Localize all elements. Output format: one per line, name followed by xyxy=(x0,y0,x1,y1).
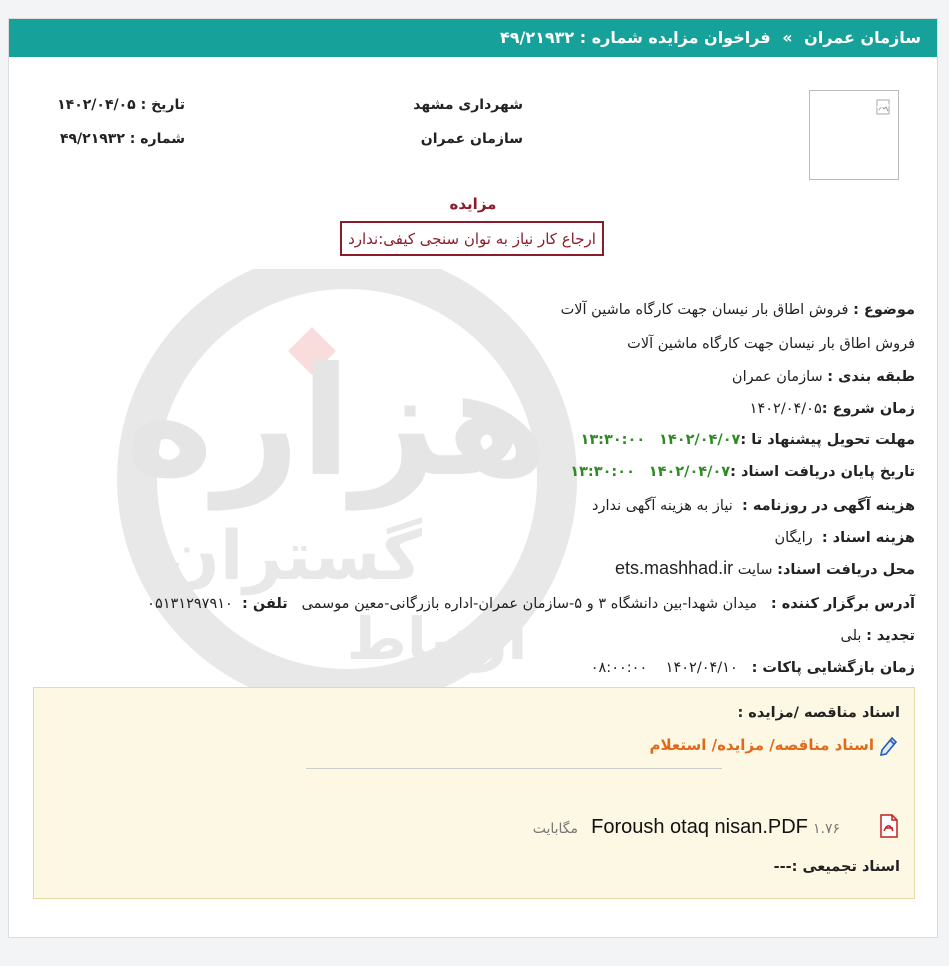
aggregate-row xyxy=(774,859,900,875)
doc-end-row xyxy=(570,464,915,480)
doc-end-time: ۱۳:۳۰:۰۰ xyxy=(570,464,635,480)
opening-time: ۰۸:۰۰:۰۰ xyxy=(590,660,648,676)
subject-row xyxy=(561,302,915,318)
doc-cost-label: هزینه اسناد : xyxy=(821,530,915,546)
renewal-value: بلی xyxy=(840,628,862,644)
title-prefix: فراخوان مزایده شماره : xyxy=(579,28,771,47)
file-name[interactable]: Foroush otaq nisan.PDF xyxy=(591,816,808,838)
broken-image-icon xyxy=(876,99,890,115)
title-separator: » xyxy=(782,28,793,47)
edit-icon[interactable] xyxy=(878,734,900,756)
watermark-logo xyxy=(97,269,607,709)
address-value: میدان شهدا-بین دانشگاه ۳ و ۵-سازمان عمران-اداره بازرگانی-معین موسمی xyxy=(301,596,758,612)
renewal-label: تجدید : xyxy=(866,628,915,644)
pdf-icon[interactable] xyxy=(878,814,900,838)
address-row xyxy=(147,596,915,612)
start-row xyxy=(750,401,915,417)
phone-value: ۰۵۱۳۱۲۹۷۹۱۰ xyxy=(147,596,233,612)
category-value: سازمان عمران xyxy=(731,369,823,385)
file-row xyxy=(533,816,848,839)
date-value: ۱۴۰۲/۰۴/۰۵ xyxy=(57,97,136,113)
title-org[interactable]: سازمان عمران xyxy=(804,28,921,47)
doc-location-row xyxy=(615,558,915,579)
date-label: تاریخ : xyxy=(140,97,185,113)
letter-date xyxy=(57,97,185,113)
documents-section xyxy=(33,687,915,899)
title-number: ۴۹/۲۱۹۳۲ xyxy=(499,28,575,47)
number-value: ۴۹/۲۱۹۳۲ xyxy=(59,131,125,147)
deadline-date: ۱۴۰۲/۰۴/۰۷ xyxy=(659,432,741,448)
ad-cost-row xyxy=(592,498,915,514)
title-bar xyxy=(9,19,937,57)
logo-placeholder xyxy=(809,90,899,180)
ad-cost-label: هزینه آگهی در روزنامه : xyxy=(741,498,915,514)
doc-location-site[interactable]: ets.mashhad.ir xyxy=(615,558,734,578)
description-row: فروش اطاق بار نیسان جهت کارگاه ماشین آلات xyxy=(627,336,915,352)
doc-location-label: محل دریافت اسناد: xyxy=(777,562,915,578)
file-size-unit: مگابایت xyxy=(532,821,579,837)
opening-row xyxy=(591,660,915,676)
category-row xyxy=(732,369,915,385)
opening-label: زمان بازگشایی پاکات : xyxy=(751,660,915,676)
number-label: شماره : xyxy=(129,131,185,147)
aggregate-label: اسناد تجمیعی : xyxy=(791,859,900,875)
doc-end-label: تاریخ پایان دریافت اسناد : xyxy=(730,464,915,480)
notice-type: مزایده xyxy=(449,195,497,213)
watermark-subtitle2: ارتباط xyxy=(346,605,528,673)
doc-end-date: ۱۴۰۲/۰۴/۰۷ xyxy=(648,464,731,480)
opening-date: ۱۴۰۲/۰۴/۱۰ xyxy=(665,660,738,676)
category-label: طبقه بندی : xyxy=(827,369,915,385)
documents-link[interactable]: اسناد مناقصه/ مزایده/ استعلام xyxy=(649,736,874,754)
ad-cost-value: نیاز به هزینه آگهی ندارد xyxy=(592,498,733,514)
doc-cost-value: رایگان xyxy=(774,530,813,546)
renewal-row xyxy=(841,628,915,644)
documents-label: اسناد مناقصه /مزایده : xyxy=(737,705,900,721)
municipality-name: شهرداری مشهد xyxy=(413,97,523,113)
doc-cost-row xyxy=(774,530,915,546)
organization-name: سازمان عمران xyxy=(420,131,523,147)
start-value: ۱۴۰۲/۰۴/۰۵ xyxy=(749,401,822,417)
watermark-brand: هزاره xyxy=(125,336,549,510)
aggregate-value: --- xyxy=(773,859,792,875)
deadline-row xyxy=(580,432,915,448)
letter-number xyxy=(60,131,185,147)
start-label: زمان شروع : xyxy=(821,401,915,417)
watermark-subtitle: گستران xyxy=(161,517,423,596)
file-size: ۱.۷۶ xyxy=(812,821,840,837)
subject-value: فروش اطاق بار نیسان جهت کارگاه ماشین آلات xyxy=(560,302,849,318)
doc-location-prefix: سایت xyxy=(737,562,773,578)
notice-page xyxy=(8,18,938,938)
documents-divider xyxy=(306,768,722,769)
deadline-label: مهلت تحویل پیشنهاد تا : xyxy=(740,432,915,448)
deadline-time: ۱۳:۳۰:۰۰ xyxy=(580,432,646,448)
address-label: آدرس برگزار کننده : xyxy=(770,596,915,612)
subject-label: موضوع : xyxy=(853,302,915,318)
phone-label: تلفن : xyxy=(242,596,288,612)
qualification-box: ارجاع کار نیاز به توان سنجی کیفی:ندارد xyxy=(340,221,604,256)
